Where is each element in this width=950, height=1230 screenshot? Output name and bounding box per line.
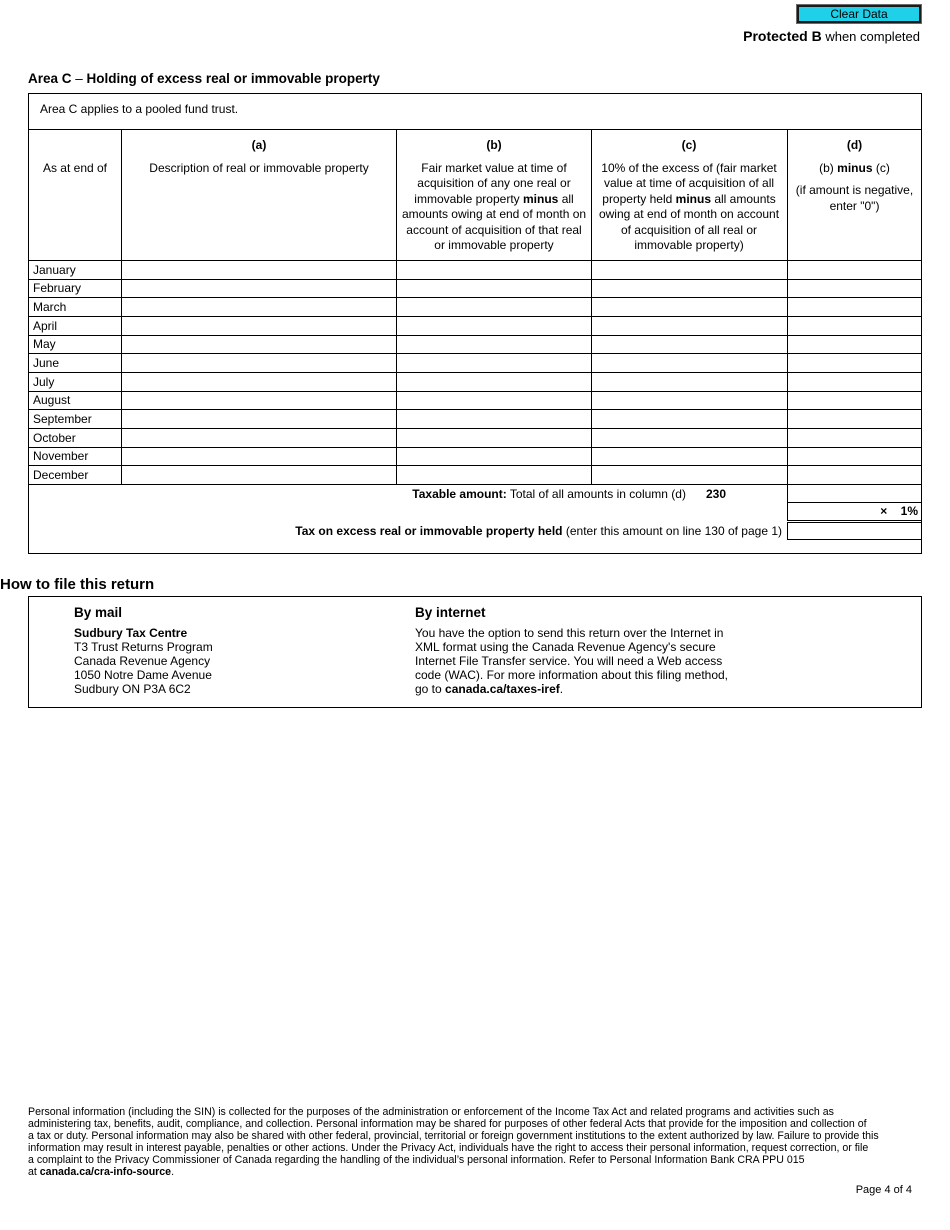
col-header-b: [400, 138, 588, 254]
col-b-text-2: all amounts owing at end of month on account of acquisition of that real or immovable property: [401, 191, 587, 252]
col-header-a: [122, 138, 396, 176]
fmv-field[interactable]: [396, 335, 592, 354]
fmv-field[interactable]: [396, 391, 592, 410]
page-number: Page 4 of 4: [855, 1184, 912, 1196]
privacy-line: information may result in interest payable, penalties or other actions. Under the Privacy Act, individuals have the right to access their personal information, request correction, or file: [28, 1142, 869, 1155]
internet-last-suffix: .: [559, 682, 564, 696]
cra-info-source-link[interactable]: canada.ca/cra-info-source: [39, 1166, 172, 1179]
excess-field[interactable]: [591, 372, 788, 392]
excess-field[interactable]: [591, 297, 788, 317]
excess-field[interactable]: [591, 335, 788, 354]
difference-field[interactable]: [787, 409, 922, 429]
taxable-text: Total of all amounts in column (d): [509, 487, 686, 501]
internet-info: [415, 626, 728, 696]
description-field[interactable]: [121, 447, 397, 466]
rate-multiplier: [788, 504, 918, 518]
difference-field[interactable]: [787, 335, 922, 354]
tax-excess-text: (enter this amount on line 130 of page 1): [565, 524, 782, 538]
protected-b-text: Protected B: [743, 28, 822, 44]
excess-field[interactable]: [591, 260, 788, 280]
excess-field[interactable]: [591, 465, 788, 485]
difference-field[interactable]: [787, 391, 922, 410]
description-field[interactable]: [121, 372, 397, 392]
fmv-field[interactable]: [396, 353, 592, 373]
col-b-minus: minus: [523, 191, 559, 206]
excess-field[interactable]: [591, 409, 788, 429]
mail-line: 1050 Notre Dame Avenue: [74, 668, 212, 682]
difference-field[interactable]: [787, 447, 922, 466]
internet-line: [415, 682, 728, 696]
month-label: April: [33, 318, 58, 333]
col-a-text: Description of real or immovable property: [149, 160, 369, 175]
month-label: March: [33, 299, 67, 314]
fmv-field[interactable]: [396, 428, 592, 448]
area-c-title-rest: Holding of excess real or immovable property: [86, 71, 380, 86]
privacy-line: a complaint to the Privacy Commissioner of Canada regarding the handling of the individual’s personal information. Refer to Personal Information Bank CRA PPU 015: [28, 1154, 805, 1167]
times-symbol: ×: [880, 504, 888, 518]
privacy-last-prefix: at: [28, 1166, 40, 1179]
description-field[interactable]: [121, 465, 397, 485]
clear-data-button[interactable]: Clear Data: [797, 5, 921, 23]
col-d-c: (c): [875, 160, 890, 175]
description-field[interactable]: [121, 335, 397, 354]
col-d-note: (if amount is negative, enter "0"): [795, 183, 914, 213]
protected-b-label: [743, 28, 920, 44]
col-c-text-2: all amounts owing at end of month on account of acquisition of all real or immovable property): [598, 191, 780, 252]
description-field[interactable]: [121, 428, 397, 448]
col-d-b: (b): [819, 160, 834, 175]
excess-field[interactable]: [591, 428, 788, 448]
excess-field[interactable]: [591, 316, 788, 336]
difference-field[interactable]: [787, 260, 922, 280]
month-label: September: [33, 411, 92, 426]
taxable-amount-field[interactable]: [787, 484, 922, 503]
fmv-field[interactable]: [396, 297, 592, 317]
taxes-iref-link[interactable]: canada.ca/taxes-iref: [445, 682, 560, 696]
internet-line: code (WAC). For more information about this filing method,: [415, 668, 729, 682]
taxable-label: Taxable amount:: [412, 487, 507, 501]
description-field[interactable]: [121, 316, 397, 336]
line-code-230: 230: [705, 487, 726, 501]
by-mail-heading: By mail: [74, 605, 123, 620]
taxable-amount-line: [412, 487, 726, 501]
internet-line: XML format using the Canada Revenue Agency's secure: [415, 640, 716, 654]
internet-line: Internet File Transfer service. You will need a Web access: [415, 654, 723, 668]
privacy-notice: [28, 1106, 918, 1179]
col-d-letter: (d): [846, 138, 863, 152]
area-c-title-dash: –: [71, 71, 87, 86]
difference-field[interactable]: [787, 428, 922, 448]
excess-field[interactable]: [591, 353, 788, 373]
month-label: August: [33, 393, 71, 408]
internet-line: You have the option to send this return over the Internet in: [415, 626, 724, 640]
tax-excess-line: [295, 524, 782, 538]
excess-field[interactable]: [591, 447, 788, 466]
difference-field[interactable]: [787, 372, 922, 392]
month-label: June: [33, 355, 60, 370]
privacy-line: Personal information (including the SIN) is collected for the purposes of the administration or enforcement of the Income Tax Act and related programs and activities such as: [28, 1106, 834, 1118]
col-divider-d: [787, 129, 788, 260]
privacy-line: a tax or duty. Personal information may also be shared with other federal, provincial, territorial or foreign government institutions to the extent authorized by law. Failure to provide this: [28, 1130, 879, 1143]
description-field[interactable]: [121, 297, 397, 317]
fmv-field[interactable]: [396, 260, 592, 280]
tax-excess-field[interactable]: [787, 522, 922, 540]
excess-field[interactable]: [591, 391, 788, 410]
month-label: November: [33, 449, 89, 464]
month-label: December: [33, 467, 89, 482]
col-a-letter: (a): [251, 138, 267, 152]
internet-last-prefix: go to: [415, 682, 446, 696]
description-field[interactable]: [121, 409, 397, 429]
fmv-field[interactable]: [396, 409, 592, 429]
difference-field[interactable]: [787, 353, 922, 373]
month-label: February: [33, 281, 82, 296]
col-c-minus: minus: [675, 191, 711, 206]
mail-line: Sudbury ON P3A 6C2: [74, 682, 191, 696]
mail-line: Canada Revenue Agency: [74, 654, 211, 668]
area-c-title-prefix: Area C: [28, 71, 72, 86]
col-d-minus: minus: [837, 160, 873, 175]
area-c-title: [28, 71, 380, 86]
privacy-last-suffix: .: [171, 1166, 175, 1179]
col-header-c: [594, 138, 784, 254]
col-c-text-1: 10% of the excess of (fair market value at time of acquisition of all property held: [601, 160, 777, 206]
fmv-field[interactable]: [396, 279, 592, 298]
description-field[interactable]: [121, 391, 397, 410]
fmv-field[interactable]: [396, 316, 592, 336]
month-label: January: [33, 262, 76, 277]
rate-value: 1%: [900, 504, 918, 518]
col-b-text-1: Fair market value at time of acquisition of any one real or immovable property: [414, 160, 571, 206]
col-d-formula: [819, 161, 890, 175]
area-c-note: Area C applies to a pooled fund trust.: [40, 102, 239, 116]
month-label: October: [33, 430, 76, 445]
protected-suffix: when completed: [821, 29, 920, 44]
description-field[interactable]: [121, 279, 397, 298]
privacy-line: [28, 1166, 918, 1178]
month-label: July: [33, 374, 55, 389]
col-header-d: [789, 138, 920, 214]
privacy-line: administering tax, benefits, audit, compliance, and collection. Personal information may be shared for purposes of other federal Acts that provide for the imposition and collection of: [28, 1118, 867, 1131]
col-header-as-at: As at end of: [42, 161, 108, 175]
fmv-field[interactable]: [396, 447, 592, 466]
fmv-field[interactable]: [396, 372, 592, 392]
description-field[interactable]: [121, 260, 397, 280]
col-b-letter: (b): [486, 138, 502, 152]
excess-field[interactable]: [591, 279, 788, 298]
by-internet-heading: By internet: [415, 605, 486, 620]
difference-field[interactable]: [787, 316, 922, 336]
difference-field[interactable]: [787, 465, 922, 485]
col-c-letter: (c): [681, 138, 697, 152]
fmv-field[interactable]: [396, 465, 592, 485]
mail-line: Sudbury Tax Centre: [74, 626, 188, 640]
month-label: May: [33, 337, 56, 352]
tax-excess-label: Tax on excess real or immovable property held: [295, 524, 563, 538]
mail-line: T3 Trust Returns Program: [74, 640, 213, 654]
difference-field[interactable]: [787, 297, 922, 317]
difference-field[interactable]: [787, 279, 922, 298]
description-field[interactable]: [121, 353, 397, 373]
mail-address: [74, 626, 213, 696]
how-to-file-title: How to file this return: [0, 576, 155, 593]
